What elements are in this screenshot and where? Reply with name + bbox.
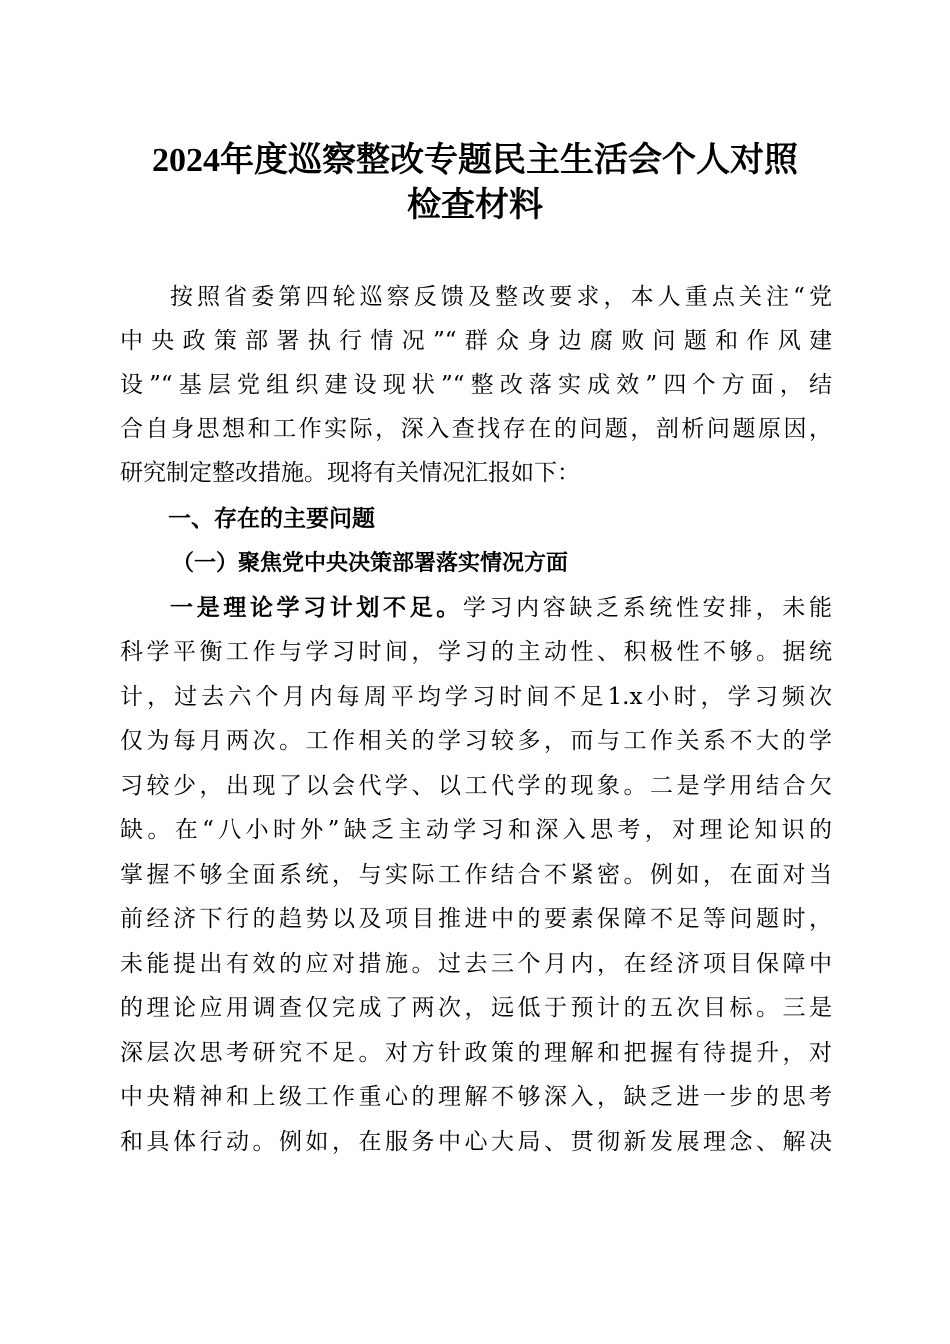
- intro-line-1: 按照省委第四轮巡察反馈及整改要求，本人重点关注“党: [170, 284, 832, 310]
- intro-line-2: 中央政策部署执行情况”“群众身边腐败问题和作风建: [120, 328, 832, 354]
- document-title-line-2: 检查材料: [407, 187, 543, 224]
- subsection-heading: （一）聚焦党中央决策部署落实情况方面: [172, 550, 569, 576]
- intro-line-5: 研究制定整改措施。现将有关情况汇报如下：: [120, 460, 580, 486]
- body-line-2: 科学平衡工作与学习时间，学习的主动性、积极性不够。据统: [120, 639, 832, 665]
- body-line-11: 深层次思考研究不足。对方针政策的理解和把握有待提升，对: [120, 1040, 832, 1066]
- body-line-9: 未能提出有效的应对措施。过去三个月内，在经济项目保障中: [120, 951, 832, 977]
- intro-line-4: 合自身思想和工作实际，深入查找存在的问题，剖析问题原因，: [120, 416, 832, 442]
- body-line-5: 习较少，出现了以会代学、以工代学的现象。二是学用结合欠: [120, 773, 832, 799]
- body-line-10: 的理论应用调查仅完成了两次，远低于预计的五次目标。三是: [120, 995, 832, 1021]
- document-title-line-1: 2024年度巡察整改专题民主生活会个人对照: [152, 142, 798, 179]
- body-line-12: 中央精神和上级工作重心的理解不够深入，缺乏进一步的思考: [120, 1084, 832, 1110]
- section-heading: 一、存在的主要问题: [168, 506, 375, 532]
- point-one-label: 一是理论学习计划不足。: [170, 594, 463, 621]
- intro-line-3: 设”“基层党组织建设现状”“整改落实成效”四个方面，结: [120, 372, 832, 398]
- body-line-7: 掌握不够全面系统，与实际工作结合不紧密。例如，在面对当: [120, 862, 832, 888]
- body-line-6: 缺。在“八小时外”缺乏主动学习和深入思考，对理论知识的: [120, 817, 832, 843]
- body-line-4: 仅为每月两次。工作相关的学习较多，而与工作关系不大的学: [120, 728, 832, 754]
- point-one-text: 学习内容缺乏系统性安排，未能: [462, 595, 832, 621]
- body-line-8: 前经济下行的趋势以及项目推进中的要素保障不足等问题时，: [120, 906, 832, 932]
- body-line-13: 和具体行动。例如，在服务中心大局、贯彻新发展理念、解决: [120, 1129, 832, 1155]
- body-line-1: [170, 593, 832, 623]
- body-line-3: 计，过去六个月内每周平均学习时间不足1.x小时，学习频次: [120, 684, 832, 710]
